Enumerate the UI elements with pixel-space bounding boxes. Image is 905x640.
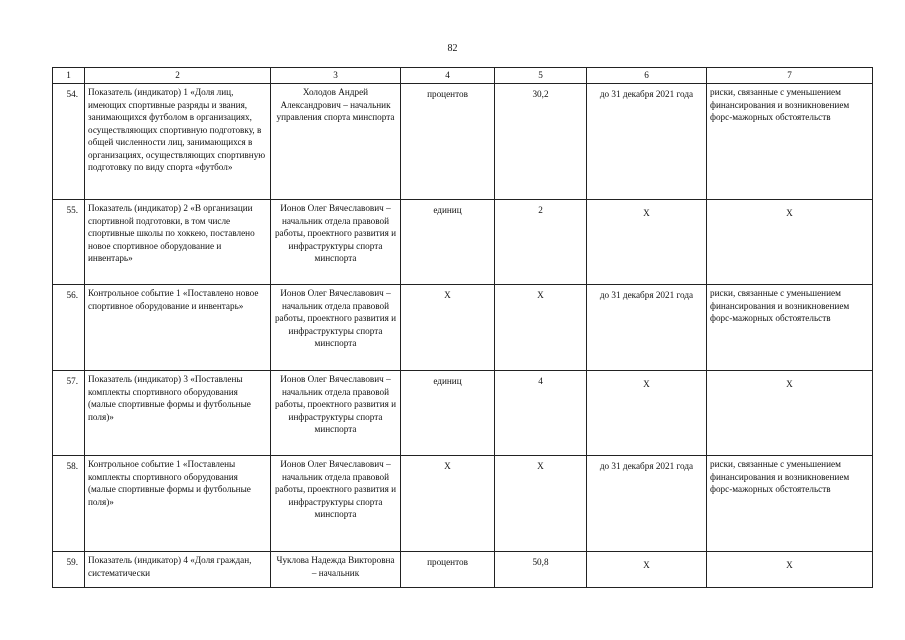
indicator-cell: Показатель (индикатор) 3 «Поставлены комплекты спортивного оборудования (малые спортивные формы и футбольные поля)» xyxy=(85,371,271,456)
unit-cell: единиц xyxy=(401,371,495,456)
column-header: 7 xyxy=(707,68,873,84)
responsible-cell: Чуклова Надежда Викторовна – начальник xyxy=(271,552,401,588)
deadline-cell: до 31 декабря 2021 года xyxy=(587,285,707,371)
column-header: 1 xyxy=(53,68,85,84)
risks-cell: риски, связанные с уменьшением финансирования и возникновением форс-мажорных обстоятельств xyxy=(707,456,873,552)
deadline-cell: Х xyxy=(587,200,707,285)
value-cell: 2 xyxy=(495,200,587,285)
risks-cell: Х xyxy=(707,200,873,285)
row-number: 54. xyxy=(53,84,85,200)
row-number: 59. xyxy=(53,552,85,588)
table-row xyxy=(53,200,873,285)
column-header: 2 xyxy=(85,68,271,84)
value-cell: 4 xyxy=(495,371,587,456)
indicator-cell: Контрольное событие 1 «Поставлены комплекты спортивного оборудования (малые спортивные формы и футбольные поля)» xyxy=(85,456,271,552)
deadline-cell: до 31 декабря 2021 года xyxy=(587,456,707,552)
indicator-cell: Контрольное событие 1 «Поставлено новое спортивное оборудование и инвентарь» xyxy=(85,285,271,371)
row-number: 56. xyxy=(53,285,85,371)
unit-cell: Х xyxy=(401,285,495,371)
deadline-cell: Х xyxy=(587,552,707,588)
row-number: 58. xyxy=(53,456,85,552)
row-number: 57. xyxy=(53,371,85,456)
indicator-cell: Показатель (индикатор) 2 «В организации спортивной подготовки, в том числе спортивные школы по хоккею, поставлено новое спортивное оборудование и инвентарь» xyxy=(85,200,271,285)
deadline-cell: Х xyxy=(587,371,707,456)
risks-cell: Х xyxy=(707,371,873,456)
value-cell: Х xyxy=(495,456,587,552)
column-header: 5 xyxy=(495,68,587,84)
table-row xyxy=(53,285,873,371)
responsible-cell: Холодов Андрей Александрович – начальник управления спорта минспорта xyxy=(271,84,401,200)
table-header-row xyxy=(53,68,873,84)
unit-cell: процентов xyxy=(401,552,495,588)
responsible-cell: Ионов Олег Вячеславович – начальник отдела правовой работы, проектного развития и инфраструктуры спорта минспорта xyxy=(271,456,401,552)
table-row xyxy=(53,84,873,200)
indicator-cell: Показатель (индикатор) 1 «Доля лиц, имеющих спортивные разряды и звания, занимающихся футболом в организациях, осуществляющих спортивную подготовку, в общей численности лиц, занимающихся в организациях, осуществляющих спортивную подготовку по виду спорта «футбол» xyxy=(85,84,271,200)
page-number: 82 xyxy=(447,43,458,54)
column-header: 4 xyxy=(401,68,495,84)
column-header: 6 xyxy=(587,68,707,84)
unit-cell: единиц xyxy=(401,200,495,285)
table-row xyxy=(53,456,873,552)
responsible-cell: Ионов Олег Вячеславович – начальник отдела правовой работы, проектного развития и инфраструктуры спорта минспорта xyxy=(271,371,401,456)
value-cell: Х xyxy=(495,285,587,371)
data-table xyxy=(52,67,873,588)
risks-cell: риски, связанные с уменьшением финансирования и возникновением форс-мажорных обстоятельств xyxy=(707,84,873,200)
table-row xyxy=(53,552,873,588)
risks-cell: риски, связанные с уменьшением финансирования и возникновением форс-мажорных обстоятельств xyxy=(707,285,873,371)
row-number: 55. xyxy=(53,200,85,285)
unit-cell: процентов xyxy=(401,84,495,200)
risks-cell: Х xyxy=(707,552,873,588)
indicator-cell: Показатель (индикатор) 4 «Доля граждан, систематически xyxy=(85,552,271,588)
value-cell: 50,8 xyxy=(495,552,587,588)
responsible-cell: Ионов Олег Вячеславович – начальник отдела правовой работы, проектного развития и инфраструктуры спорта минспорта xyxy=(271,200,401,285)
unit-cell: Х xyxy=(401,456,495,552)
value-cell: 30,2 xyxy=(495,84,587,200)
deadline-cell: до 31 декабря 2021 года xyxy=(587,84,707,200)
table-row xyxy=(53,371,873,456)
responsible-cell: Ионов Олег Вячеславович – начальник отдела правовой работы, проектного развития и инфраструктуры спорта минспорта xyxy=(271,285,401,371)
column-header: 3 xyxy=(271,68,401,84)
